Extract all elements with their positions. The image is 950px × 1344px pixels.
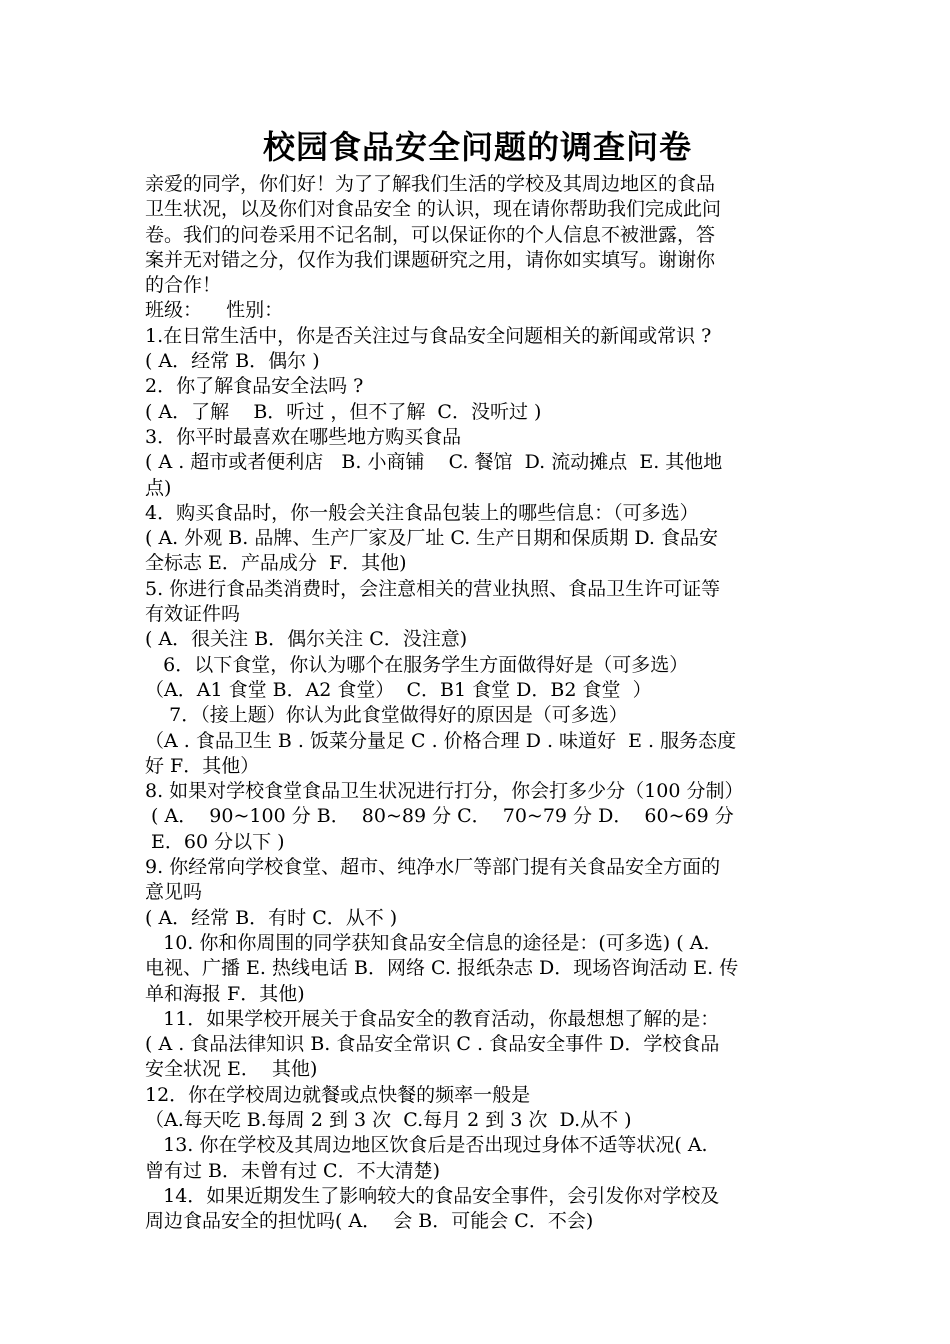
question-line: 点) — [145, 476, 172, 499]
question-line: 10. 你和你周围的同学获知食品安全信息的途径是：(可多选) ( A. — [145, 931, 710, 954]
intro-line: 的合作！ — [145, 274, 222, 297]
intro-line: 卫生状况，以及你们对食品安全 的认识，现在请你帮助我们完成此问 — [145, 198, 722, 221]
question-line: 11．如果学校开展关于食品安全的教育活动，你最想想了解的是： — [145, 1007, 720, 1030]
intro-paragraph — [145, 172, 810, 298]
question-line: ( A. 外观 B. 品牌、生产厂家及厂址 C. 生产日期和保质期 D. 食品安 — [145, 527, 718, 550]
document-title: 校园食品安全问题的调查问卷 — [262, 128, 692, 166]
question-line: ( A．了解 B．听过 ，但不了解 C．没听过 ) — [145, 400, 542, 423]
class-gender-fields: 班级： 性别： — [145, 299, 284, 322]
question-line: ( A． 90~100 分 B． 80~89 分 C． 70~79 分 D． 60~69 分 — [145, 805, 734, 828]
question-line: 14．如果近期发生了影响较大的食品安全事件，会引发你对学校及 — [145, 1184, 720, 1207]
question-line: 电视、广播 E. 热线电话 B．网络 C. 报纸杂志 D．现场咨询活动 E. 传 — [145, 957, 739, 980]
questionnaire-page — [145, 122, 810, 1234]
question-line: 5. 你进行食品类消费时，会注意相关的营业执照、食品卫生许可证等 — [145, 577, 721, 600]
question-line: （A.每天吃 B.每周 2 到 3 次 C.每月 2 到 3 次 D.从不 ) — [145, 1108, 632, 1131]
question-line: 13. 你在学校及其周边地区饮食后是否出现过身体不适等状况( A. — [145, 1134, 708, 1157]
question-line: 有效证件吗 — [145, 603, 241, 626]
question-line: 周边食品安全的担忧吗( A． 会 B．可能会 C．不会) — [145, 1210, 594, 1233]
question-line: 1.在日常生活中，你是否关注过与食品安全问题相关的新闻或常识 ? — [145, 324, 712, 347]
question-line: 8. 如果对学校食堂食品卫生状况进行打分，你会打多少分（100 分制） — [145, 780, 744, 803]
intro-line: 案并无对错之分，仅作为我们课题研究之用，请你如实填写。谢谢你 — [145, 248, 716, 271]
question-line: 6．以下食堂，你认为哪个在服务学生方面做得好是（可多选） — [145, 653, 689, 676]
question-line: 9. 你经常向学校食堂、超市、纯净水厂等部门提有关食品安全方面的 — [145, 856, 721, 879]
question-list — [145, 324, 810, 1235]
question-line: 3．你平时最喜欢在哪些地方购买食品 — [145, 425, 462, 448]
question-line: 意见吗 — [145, 881, 203, 904]
question-line: ( A．经常 B．有时 C．从不 ) — [145, 906, 398, 929]
question-line: ( A．经常 B．偶尔 ) — [145, 350, 320, 373]
question-line: E．60 分以下 ) — [145, 830, 285, 853]
question-line: 2．你了解食品安全法吗 ? — [145, 375, 364, 398]
intro-line: 卷。我们的问卷采用不记名制，可以保证你的个人信息不被泄露，答 — [145, 223, 716, 246]
question-line: （A . 食品卫生 B . 饭菜分量足 C . 价格合理 D . 味道好 E . 服务态度 — [145, 729, 737, 752]
question-line: 好 F．其他） — [145, 754, 260, 777]
question-line: 4．购买食品时，你一般会关注食品包装上的哪些信息：（可多选） — [145, 501, 699, 524]
question-line: 全标志 E．产品成分 F．其他) — [145, 552, 407, 575]
question-line: 12．你在学校周边就餐或点快餐的频率一般是 — [145, 1083, 531, 1106]
question-line: （A．A1 食堂 B．A2 食堂） C．B1 食堂 D．B2 食堂 ） — [145, 678, 652, 701]
question-line: 单和海报 F．其他) — [145, 982, 305, 1005]
question-line: 安全状况 E． 其他) — [145, 1058, 318, 1081]
question-line: 曾有过 B．未曾有过 C．不大清楚) — [145, 1159, 440, 1182]
question-line: ( A . 食品法律知识 B. 食品安全常识 C . 食品安全事件 D．学校食品 — [145, 1033, 720, 1056]
intro-line: 亲爱的同学，你们好！为了了解我们生活的学校及其周边地区的食品 — [145, 173, 716, 195]
question-line: ( A．很关注 B．偶尔关注 C．没注意) — [145, 628, 468, 651]
question-line: ( A . 超市或者便利店 B. 小商铺 C. 餐馆 D. 流动摊点 E. 其他地 — [145, 451, 723, 474]
question-line: 7．（接上题）你认为此食堂做得好的原因是（可多选） — [145, 704, 628, 727]
